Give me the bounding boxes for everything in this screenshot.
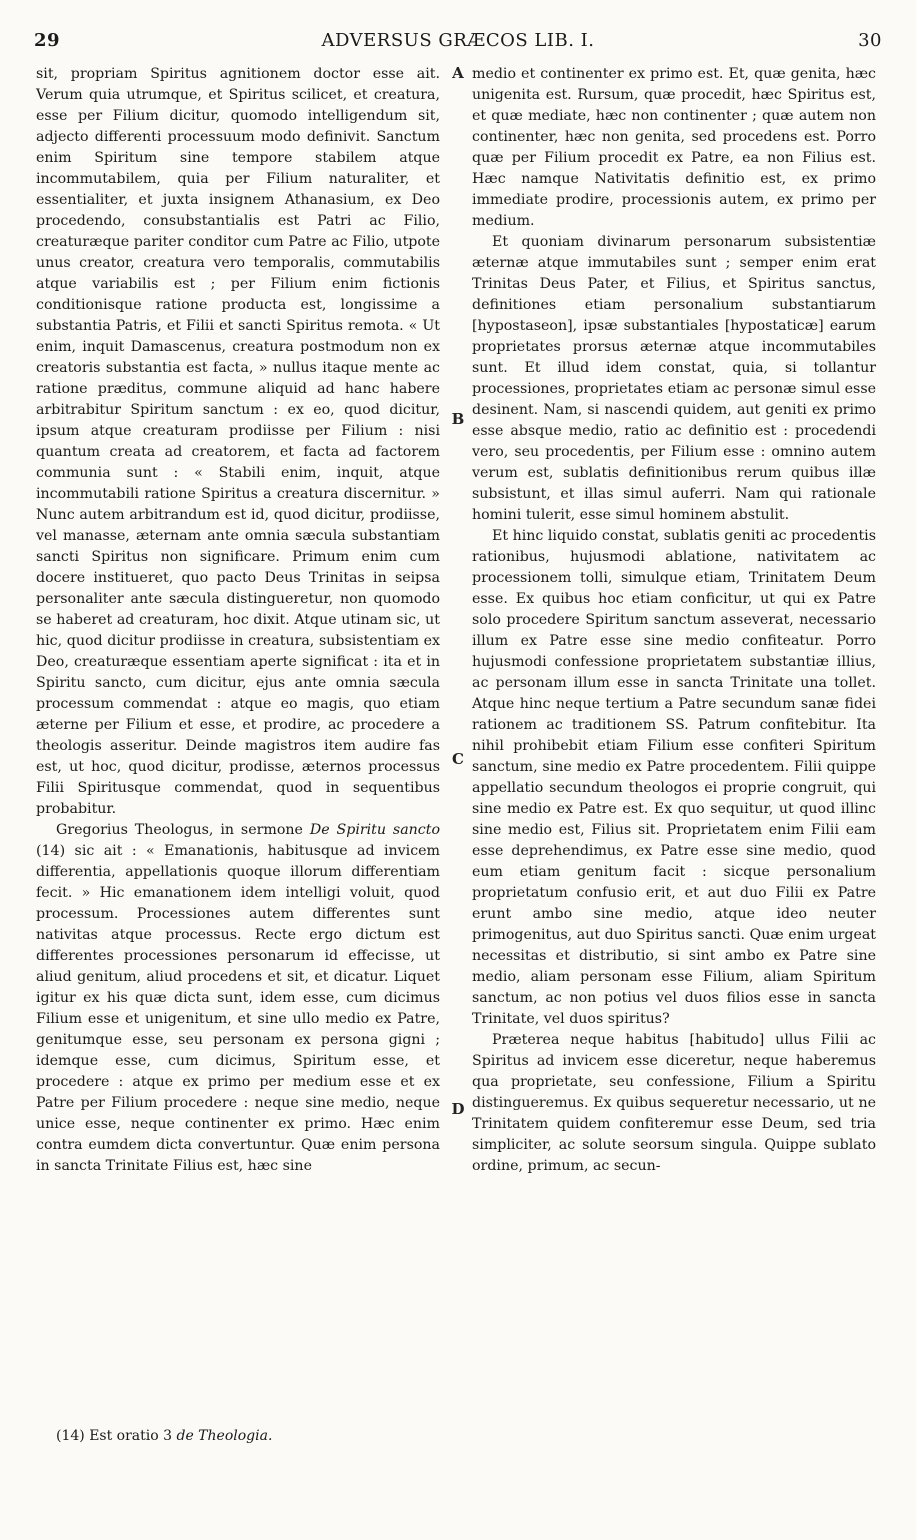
- footnote: [56, 1428, 436, 1444]
- section-marker-a: A: [452, 64, 464, 82]
- right-column: [472, 64, 876, 1400]
- left-paragraph-2: [36, 820, 440, 1177]
- running-title: ADVERSUS GRÆCOS LIB. I.: [321, 30, 595, 51]
- footnote-work: de Theologia.: [176, 1428, 273, 1444]
- right-paragraph-3: Et hinc liquido constat, sublatis geniti ac procedentis rationibus, hujusmodi ablatione, nativitatem ac processionem tolli, simulque etiam, Trinitatem Deum esse. Ex quibus hoc etiam conficitur, ut qui ex Patre solo procedere Spiritum sanctum asseverat, necessario illum ex Patre esse sine medio confiteatur. Porro hujusmodi confessione proprietatem substantiæ illius, ac personam illum esse in sancta Trinitate una tollet. Atque hinc neque tertium a Patre secundum sanæ fidei rationem ac traditionem SS. Patrum confitebitur. Ita nihil prohibebit etiam Filium esse confiteri Spiritum sanctum, sine medio ex Patre procedentem. Filii quippe appellatio secundum theologos ei proprie congruit, qui sine medio ex Patre est. Ex quo sequitur, ut quod illinc sine medio est, Filius sit. Proprietatem enim Filii eam esse deprehendimus, ex Patre esse sine medio, quod eum etiam genitum facit : sicque personalium proprietatum confusio erit, et aut duo Filii ex Patre erunt ambo sine medio, atque ideo neuter primogenitus, aut duo Spiritus sancti. Quæ enim urgeat necessitas et distributio, si sint ambo ex Patre sine medio, aliam personam esse Filium, aliam Spiritum sanctum, ac non potius vel duos filios esse in sancta Trinitate, vel duos spiritus?: [472, 528, 876, 1027]
- running-header: [22, 30, 894, 56]
- right-paragraph-1: medio et continenter ex primo est. Et, quæ genita, hæc unigenita est. Rursum, quæ procedit, hæc Spiritus est, et quæ mediate, hæc non continenter ; quæ autem non continenter, hæc non genita, sed procedens est. Porro quæ per Filium procedit ex Patre, ea non Filius est. Hæc namque Nativitatis definitio est, ex primo immediate prodire, processionis autem, ex primo per medium.: [472, 66, 876, 229]
- footnote-lead: (14) Est oratio 3: [56, 1428, 177, 1444]
- left-paragraph-2-rest: (14) sic ait : « Emanationis, habitusque ad invicem differentia, appellationis quoque illorum differentiam fecit. » Hic emanationem idem intelligi voluit, quod processum. Processiones autem differentes sunt nativitas atque processus. Recte ergo dictum est differentes processiones personarum id effecisse, ut aliud genitum, aliud procedens et sit, et dicatur. Liquet igitur ex his quæ dicta sunt, idem esse, cum dicimus Filium esse et unigenitum, et sine ullo medio ex Patre, genitumque esse, seu personam ex persona gigni ; idemque esse, cum dicimus, Spiritum esse, et procedere : atque ex primo per medium esse et ex Patre per Filium procedere : neque sine medio, neque unice esse, neque continenter ex primo. Hæc enim contra eumdem dicta convertuntur. Quæ enim persona in sancta Trinitate Filius est, hæc sine: [36, 843, 440, 1174]
- page-number-right: 30: [858, 30, 882, 51]
- cited-work-title: De Spiritu sancto: [309, 822, 440, 838]
- section-marker-b: B: [451, 410, 465, 428]
- left-paragraph-1: sit, propriam Spiritus agnitionem doctor esse ait. Verum quia utrumque, et Spiritus scilicet, et creatura, esse per Filium dicitur, quomodo intelligendum sit, adjecto differenti processuum modo definivit. Sanctum enim Spiritum sine tempore stabilem atque incommutabilem, quia per Filium naturaliter, et essentialiter, et juxta insignem Athanasium, ex Deo procedendo, consubstantialis est Patri ac Filio, creaturæque pariter conditor cum Patre ac Filio, utpote unus creator, creatura vero temporalis, commutabilis atque variabilis est ; per Filium enim fictionis conditionisque ratione producta est, longissime a substantia Patris, et Filii et sancti Spiritus remota. « Ut enim, inquit Damascenus, creatura postmodum non ex creatoris substantia est facta, » nullus itaque mente ac ratione præditus, commune aliquid ad hanc habere arbitrabitur Spiritum sanctum : ex eo, quod dicitur, ipsum atque creaturam prodiisse per Filium : nisi quantum creata ad creatorem, et facta ad factorem communia sunt : « Stabili enim, inquit, atque incommutabili ratione Spiritus a creatura discernitur. » Nunc autem arbitrandum est id, quod dicitur, prodiisse, vel manasse, æternam ante omnia sæcula substantiam sancti Spiritus non significare. Primum enim cum docere institueret, quo pacto Deus Trinitas in seipsa personaliter ante sæcula distingueretur, non quomodo se haberet ad creaturam, hoc dixit. Atque utinam sic, ut hic, quod dicitur prodiisse in creatura, subsistentiam ex Deo, creaturæque essentiam aperte significat : ita et in Spiritu sancto, cum dicitur, ejus ante omnia sæcula processum commendat : atque eo magis, quo etiam æterne per Filium et esse, et prodire, ac procedere a theologis asseritur. Deinde magistros item audire fas est, ut hoc, quod dicitur, prodisse, æternos processus Filii Spiritusque commendat, quod in sequentibus probabitur.: [36, 66, 440, 817]
- right-paragraph-2: Et quoniam divinarum personarum subsistentiæ æternæ atque immutabiles sunt ; semper enim erat Trinitas Deus Pater, et Filius, et Spiritus sanctus, definitiones etiam personalium substantiarum [hypostaseon], ipsæ substantiales [hypostaticæ] earum proprietates prorsus æternæ atque incommutabiles sunt. Et illud idem constat, quia, si tollantur processiones, proprietates etiam ac personæ simul esse desinent. Nam, si nascendi quidem, aut geniti ex primo esse absque medio, ratio ac definitio est : procedendi vero, seu procedentis, per Filium esse : omnino autem verum est, sublatis definitionibus rerum quibus illæ subsistunt, et illas simul auferri. Nam qui rationale homini tulerit, esse simul hominem abstulit.: [472, 234, 876, 523]
- left-column: [36, 64, 440, 1174]
- right-paragraph-4: Præterea neque habitus [habitudo] ullus Filii ac Spiritus ad invicem esse diceretur, neque haberemus qua proprietate, seu confessione, Filium a Spiritu distingueremus. Ex quibus sequeretur necessario, ut ne Trinitatem quidem confiteremur esse Deum, sed tria simpliciter, ac solute seorsum singula. Quippe sublato ordine, primum, ac secun-: [472, 1032, 876, 1174]
- section-marker-d: D: [451, 1100, 465, 1118]
- page-number-left: 29: [34, 30, 61, 51]
- left-paragraph-2-lead: Gregorius Theologus, in sermone: [56, 822, 310, 838]
- section-marker-c: C: [452, 750, 464, 768]
